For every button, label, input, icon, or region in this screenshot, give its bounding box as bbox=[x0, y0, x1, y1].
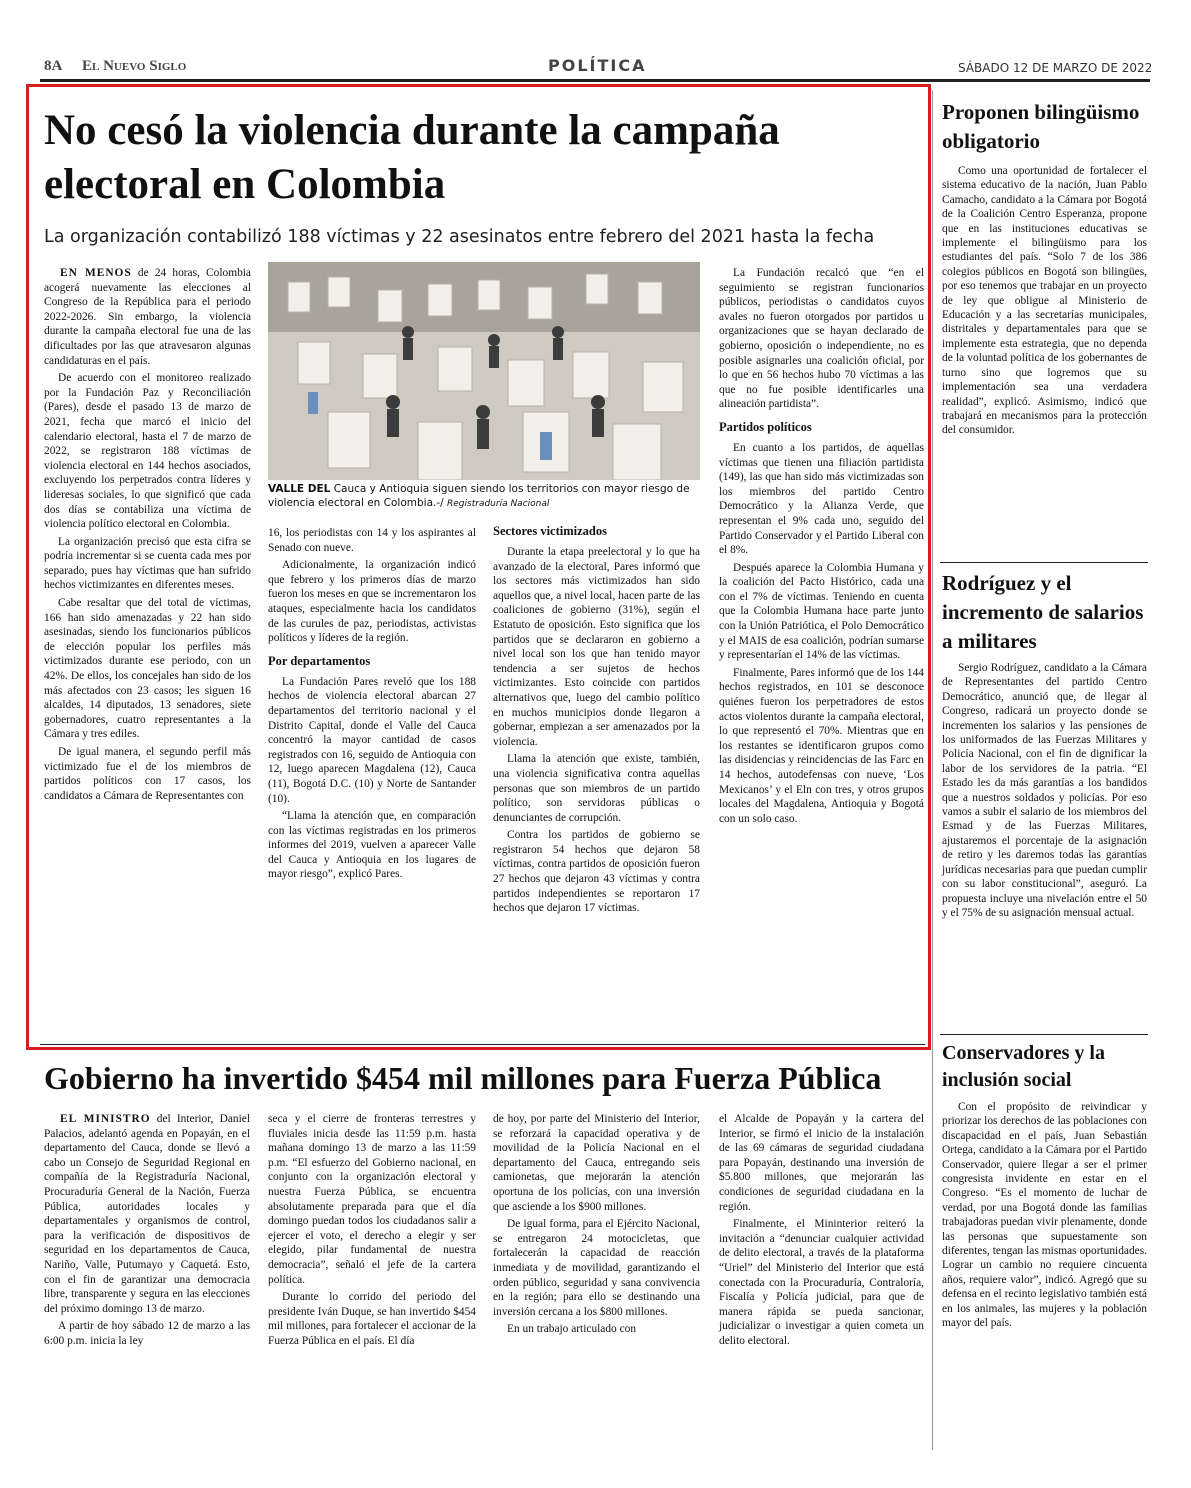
brief-divider bbox=[940, 562, 1148, 563]
paragraph: “Llama la atención que, en comparación con las víctimas registradas en los primeros informes del 2019, vuelven a aparecer Valle del Cauca y Antioquia en los lugares de mayor riesgo”, explicó Pares. bbox=[268, 810, 476, 881]
main-column-4 bbox=[719, 266, 924, 829]
brief-body: Sergio Rodríguez, candidato a la Cámara de Representantes del partido Centro Democrático, anunció que, de llegar al Congreso, radicará un proyecto donde se incrementen los salarios y las pensiones de los uniformados de las Fuerzas Militares y Policía Nacional, con el fin de dignificar la labor de los servidores de la patria. “El Estado les da más garantías a los bandidos que a nuestros soldados y policías. Por eso vamos a subir el salario de los miembros del Esmad y de las Fuerzas Militares, ajustaremos el porcentaje de la asignación de retiro y les daremos todas las garantías jurídicas necesarias para que puedan cumplir con su labor constitucional”, aseguró. La propuesta incluye una nivelación entre el 50 y el 75% de su asignación mensual actual. bbox=[942, 662, 1147, 919]
paragraph: de 24 horas, Colombia acogerá nuevamente las elecciones al Congreso de la República para el periodo 2022-2026. Sin embargo, la violencia durante la campaña electoral fue una de las dificultades por las que atravesaron algunas candidaturas en el país. bbox=[44, 267, 251, 367]
paragraph: De acuerdo con el monitoreo realizado por la Fundación Paz y Reconciliación (Pares), desde el pasado 13 de marzo de 2021, fecha que marcó el inicio del calendario electoral, hasta el 7 de marzo de 2022, se registraron 188 víctimas de violencia electoral en 144 hechos asociados, excluyendo los perpetrados contra líderes y lideresas sociales, lo que significó que cada dos días se contabiliza una víctima de violencia político electoral en Colombia. bbox=[44, 372, 251, 531]
paragraph: el Alcalde de Popayán y la cartera del Interior, se firmó el inicio de la instalación de las 69 cámaras de seguridad ciudadana para Popayán, destinando una inversión de $5.800 millones, que mejorarán las condiciones de seguridad ciudadana en la región. bbox=[719, 1113, 924, 1213]
paragraph: La organización precisó que esta cifra se podría incrementar si se cuenta cada mes por separado, pues hay víctimas que han sufrido hechos victimizantes en diferentes meses. bbox=[44, 535, 251, 592]
section-divider bbox=[40, 1044, 925, 1045]
subheading: Partidos políticos bbox=[719, 419, 812, 434]
page-number: 8A bbox=[44, 58, 63, 74]
brief-divider bbox=[940, 1034, 1148, 1035]
sidebar-brief-2 bbox=[942, 569, 1147, 920]
section-name: POLÍTICA bbox=[548, 56, 647, 75]
paragraph: Finalmente, el Mininterior reiteró la invitación a “denunciar cualquier actividad de delito electoral, a través de la plataforma “Uriel” del Ministerio del Interior que está conectada con la Procuraduría, Contraloría, Fiscalía y Policía judicial, para que de manera rápida se pueda sancionar, judicializar o investigar a quien cometa un delito electoral. bbox=[719, 1218, 924, 1347]
brief-title: Rodríguez y el incremento de salarios a militares bbox=[942, 571, 1144, 653]
paragraph: Llama la atención que existe, también, una violencia significativa contra aquellas personas que son miembros de un partido político, son servidoras públicas o denunciantes de corrupción. bbox=[493, 753, 700, 824]
photo-credit: Registraduría Nacional bbox=[447, 498, 550, 509]
main-column-3 bbox=[493, 520, 700, 919]
paragraph: Cabe resaltar que del total de víctimas, 166 han sido amenazadas y 22 han sido asesinadas, siendo los funcionarios públicos de elección popular los perfiles más victimizados durante ese periodo, con un 42%. De ellos, los concejales han sido de los más afectados con 23 casos; les siguen 16 alcaldes, 14 diputados, 13 senadores, siete gobernadores, cuatro representantes a la Cámara y tres ediles. bbox=[44, 597, 251, 741]
paragraph: de hoy, por parte del Ministerio del Interior, se reforzará la capacidad operativa y de movilidad de la Policía Nacional en el departamento del Cauca, entregando seis camionetas, que mejorarán la atención oportuna de los policías, con una inversión que asciende a los $900 millones. bbox=[493, 1113, 700, 1213]
paragraph: Durante lo corrido del periodo del presidente Iván Duque, se han invertido $454 mil millones, para fortalecer el accionar de la Fuerza Pública en el país. El día bbox=[268, 1291, 476, 1347]
kicker: EN MENOS bbox=[60, 267, 132, 279]
newspaper-name: El Nuevo Siglo bbox=[82, 58, 187, 74]
paragraph: En un trabajo articulado con bbox=[507, 1323, 637, 1336]
sidebar-brief-1 bbox=[942, 98, 1147, 438]
main-subhead: La organización contabilizó 188 víctimas y 22 asesinatos entre febrero del 2021 hasta la fecha bbox=[44, 227, 875, 247]
paragraph: Después aparece la Colombia Humana y la coalición del Pacto Histórico, cada una con el 7% de víctimas. Teniendo en cuenta que la Colombia Humana hace parte junto con la Unión Patriótica, el Polo Democrático y el MAIS de esa coalición, podrían sumarse y representarían el 14% de las víctimas. bbox=[719, 561, 924, 662]
paragraph: seca y el cierre de fronteras terrestres y fluviales inicia desde las 11:59 p.m. hasta mañana domingo 13 de marzo a las 11:59 p.m. “El esfuerzo del Gobierno nacional, en conjunto con la organización electoral y nuestra Fuerza Pública, se encuentra absolutamente preparada para que el día domingo puedan todos los ciudadanos salir a ejercer el voto, el derecho a elegir y ser elegido, pilar fundamental de nuestra democracia”, señaló el jefe de la cartera política. bbox=[268, 1113, 476, 1286]
second-column-1 bbox=[44, 1112, 250, 1352]
paragraph: De igual forma, para el Ejército Nacional, se entregaron 24 motocicletas, que fortalecerán la capacidad de reacción inmediata y de movilidad, garantizando el orden público, seguridad y sana convivencia en la región; para ello se destinando una inversión cercana a los $800 millones. bbox=[493, 1218, 700, 1318]
masthead-rule bbox=[40, 79, 1150, 82]
subheading: Por departamentos bbox=[268, 653, 371, 668]
election-photo bbox=[268, 262, 700, 480]
paragraph: Adicionalmente, la organización indicó que febrero y los primeros días de marzo fueron los meses en que se incrementaron los ataques, especialmente hacia los candidatos de las curules de paz, periodistas, activistas políticos y líderes de la región. bbox=[268, 559, 476, 645]
second-column-4 bbox=[719, 1112, 924, 1352]
main-column-2 bbox=[268, 526, 476, 885]
brief-title: Conservadores y la inclusión social bbox=[942, 1042, 1105, 1091]
paragraph: Finalmente, Pares informó que de los 144 hechos registrados, en 101 se desconoce quiénes fueron los perpetradores de estos actos violentos durante la campaña electoral, lo que representó el 70%. Mientras que en los restantes se identificaron grupos como las disidencias y reincidencias de las Farc en 14 hechos, autodefensas con nueve, ‘Los Mexicanos’ y el Eln con tres, y otros grupos locales del Magdalena, Antioquia y Bogotá con un solo caso. bbox=[719, 666, 924, 825]
sidebar-divider bbox=[932, 90, 933, 1450]
paragraph: Durante la etapa preelectoral y lo que ha avanzado de la electoral, Pares informó que los sectores más victimizados han sido aquellos que, a nivel local, hacen parte de las coaliciones de gobierno (31%), según el Estatuto de oposición. Esto significa que los partidos que se declararon en gobierno a nivel local son los que han tenido mayor tendencia a ser sujetos de hechos victimizantes. Esto coincide con partidos alternativos que, luego del cambio político en muchos municipios donde llegaron a gobernar, empiezan a ser amenazados por la violencia. bbox=[493, 546, 700, 748]
main-headline: No cesó la violencia durante la campaña electoral en Colombia bbox=[44, 107, 780, 208]
brief-body: Con el propósito de reivindicar y priorizar los derechos de las poblaciones con discapacidad en el país, Juan Sebastián Ortega, candidato a la Cámara por el Partido Conservador, quiere llegar a ser el primer congresista invidente en estar en el Congreso. “Es el momento de luchar de verdad, por una Bogotá donde las familias trabajadoras puedan vivir plenamente, donde las personas que supuestamente son diferentes, tengan las mismas oportunidades. Lograr un cambio no requiere cincuenta años, requiere valor”, indicó. Agregó que su defensa en el recinto legislativo también está en los animales, las mujeres y la población mayor del país. bbox=[942, 1101, 1147, 1330]
paragraph: 16, los periodistas con 14 y los aspirantes al Senado con nueve. bbox=[268, 527, 476, 554]
second-column-3 bbox=[493, 1112, 700, 1340]
paragraph: A partir de hoy sábado 12 de marzo a las 6:00 p.m. inicia la ley bbox=[44, 1320, 250, 1347]
paragraph: La Fundación recalcó que “en el seguimiento se registran funcionarios públicos, periodistas o candidatos cuyos avales no fueron otorgados por partidos u organizaciones que se hayan declarado de gobierno, oposición o independiente, no es posible asignarles una coalición oficial, por lo que en 56 hechos hubo 70 víctimas a las que no fue posible identificarles una alineación partidista”. bbox=[719, 267, 924, 411]
issue-date: SÁBADO 12 DE MARZO DE 2022 bbox=[958, 61, 1153, 75]
photo-caption bbox=[268, 483, 700, 511]
brief-body: Como una oportunidad de fortalecer el sistema educativo de la nación, Juan Pablo Camacho, candidato a la Cámara por Bogotá de la Coalición Centro Esperanza, propone que en las instituciones educativas se implemente el bilingüismo para los estudiantes del país. “Solo 7 de los 386 colegios públicos en Bogotá son bilingües, por eso tenemos que trabajar en un proyecto de ley que obligue al Ministerio de Educación y a las secretarías municipales, distritales y departamentales para que se implemente esta estrategia, que no dependa de la voluntad política de los gobernantes de turno sino que logremos que su implementación sea una verdadera realidad”, explicó. Asimismo, indicó que trabajará en mecanismos para la protección del consumidor. bbox=[942, 165, 1147, 437]
second-column-2 bbox=[268, 1112, 476, 1352]
paragraph: De igual manera, el segundo perfil más victimizado fue el de los miembros de partidos políticos con 17 casos, los candidatos a Cámara de Representantes con bbox=[44, 746, 251, 802]
sidebar-brief-3 bbox=[942, 1040, 1147, 1331]
subheading: Sectores victimizados bbox=[493, 524, 607, 538]
paragraph: La Fundación Pares reveló que los 188 hechos de violencia electoral abarcan 27 departamentos del territorio nacional y el Distrito Capital, donde el Valle del Cauca concentró la mayor cantidad de casos registrados con 16, seguido de Antioquia con 12, luego aparecen Magdalena (12), Cauca (11), Bogotá D.C. (10) y Norte de Santander (10). bbox=[268, 675, 476, 805]
paragraph: Contra los partidos de gobierno se registraron 54 hechos que dejaron 58 víctimas, contra partidos de oposición fueron 27 hechos que dejaron 43 víctimas y contra partidos independientes se reportaron 17 hechos que dejaron 17 víctimas. bbox=[493, 829, 700, 915]
second-headline: Gobierno ha invertido $454 mil millones para Fuerza Pública bbox=[44, 1060, 882, 1096]
brief-title: Proponen bilingüismo obligatorio bbox=[942, 100, 1140, 153]
kicker: EL MINISTRO bbox=[60, 1113, 151, 1125]
paragraph: En cuanto a los partidos, de aquellas víctimas que tienen una filiación partidista (149), las que han sido más victimizadas son los miembros del partido Centro Democrático y la Alianza Verde, que representan el 9% cada uno, seguido del Partido Conservador y el Partido Liberal con el 8%. bbox=[719, 441, 924, 557]
caption-lead: VALLE DEL bbox=[268, 483, 331, 495]
caption-text: Cauca y Antioquia siguen siendo los territorios con mayor riesgo de violencia electoral en Colombia.-/ bbox=[268, 483, 690, 509]
main-column-1 bbox=[44, 266, 251, 806]
paragraph: del Interior, Daniel Palacios, adelantó agenda en Popayán, en el departamento del Cauca, donde se llevó a cabo un Consejo de Seguridad Regional en compañía de la Registraduría Nacional, Procuraduría General de la Nación, Fuerza Pública, autoridades locales y departamentales y organismos de control, para la verificación de dispositivos de seguridad en los departamentos de Cauca, Nariño, Valle, Putumayo y Caquetá. Esto, con el fin de garantizar una democracia libre, transparente y segura en las elecciones del próximo domingo 13 de marzo. bbox=[44, 1113, 250, 1315]
